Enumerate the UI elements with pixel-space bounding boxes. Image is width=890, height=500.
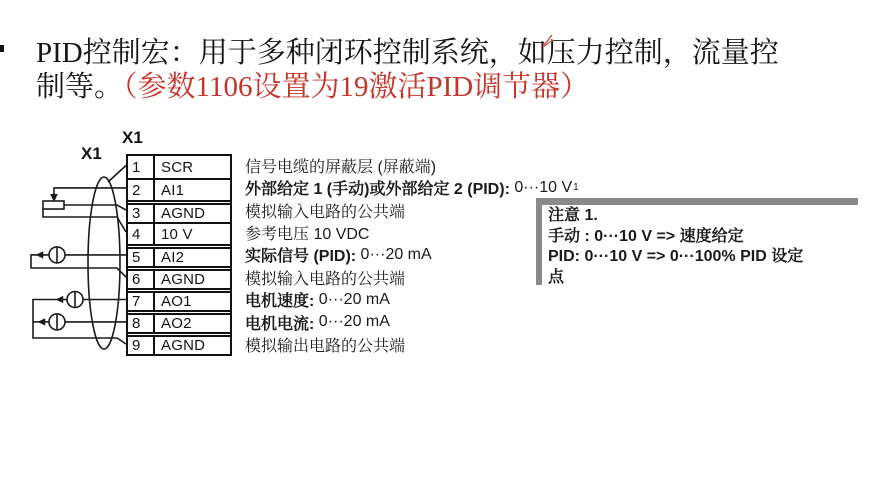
title-line2-black: 制等。 — [36, 70, 124, 103]
desc-text: 0···20 mA — [356, 245, 432, 263]
desc-text: 0···20 mA — [314, 313, 390, 331]
terminal-name: AGND — [161, 205, 206, 222]
desc-bold: 外部给定 1 (手动)或外部给定 2 (PID): — [245, 181, 510, 199]
terminal-row — [128, 244, 230, 266]
ai2-arrow-icon — [36, 252, 43, 259]
desc-bold: 电机电流: — [245, 315, 315, 333]
note-left-bar — [536, 198, 542, 285]
desc-text: 模拟输入电路的公共端 — [245, 203, 406, 221]
terminal-desc: 外部给定 1 (手动)或外部给定 2 (PID): 0···10 V 1 — [245, 176, 645, 198]
terminal-name: SCR — [161, 158, 194, 176]
tenv-wire — [43, 208, 126, 232]
ao2-arrow-icon — [38, 319, 45, 326]
terminal-row — [128, 178, 230, 200]
desc-text: 信号电缆的屏蔽层 (屏蔽端) — [245, 158, 437, 176]
terminal-number: 4 — [128, 224, 155, 244]
note-line2: 手动 : 0···10 V => 速度给定 — [548, 227, 744, 245]
terminal-desc — [245, 154, 645, 176]
terminal-number: 7 — [128, 293, 155, 310]
note-top-bar — [536, 198, 858, 205]
terminal-row — [128, 200, 230, 222]
terminal-name: AGND — [161, 271, 206, 288]
terminal-number: 9 — [128, 337, 155, 354]
cable-label-x1: X1 — [81, 144, 102, 163]
desc-bold: 电机速度: — [245, 293, 315, 311]
title-line2-red: （参数1106设置为19激活PID调节器） — [123, 70, 590, 103]
note-line3: PID: 0···10 V => 0···100% PID 设定 — [548, 248, 804, 266]
title-line2 — [36, 71, 866, 105]
desc-bold: 实际信号 (PID): — [245, 248, 357, 266]
terminal-desc — [245, 289, 645, 311]
title-line1: PID控制宏：用于多种闭环控制系统，如压力控制，流量控 — [36, 37, 779, 69]
terminal-desc — [245, 311, 645, 333]
edge-artifact-dot — [0, 45, 4, 52]
terminal-name: AO1 — [161, 293, 192, 310]
desc-text: 模拟输出电路的公共端 — [245, 338, 406, 356]
terminal-block-label-x1: X1 — [122, 128, 143, 147]
terminal-row — [128, 332, 230, 354]
note-line1: 注意 1. — [548, 207, 598, 224]
desc-text: 0···20 mA — [314, 290, 390, 308]
desc-text: 模拟输入电路的公共端 — [245, 270, 406, 288]
terminal-number: 5 — [128, 249, 155, 266]
terminal-name: AI1 — [161, 181, 185, 199]
desc-text: 参考电压 10 VDC — [245, 226, 370, 244]
terminal-number: 8 — [128, 315, 155, 332]
wiper-arrow-icon — [51, 195, 57, 202]
terminal-row — [128, 310, 230, 332]
note-box — [548, 206, 868, 288]
potentiometer-symbol — [43, 201, 64, 209]
terminal-row — [128, 222, 230, 244]
terminal-row — [128, 288, 230, 310]
terminal-number: 6 — [128, 271, 155, 288]
desc-text: 0···10 V — [509, 178, 573, 196]
terminal-desc — [245, 334, 645, 356]
terminal-name: AI2 — [161, 249, 185, 266]
terminal-name: AO2 — [161, 315, 192, 332]
terminal-name: 10 V — [161, 225, 193, 243]
note-line4: 点 — [548, 268, 565, 286]
terminal-table — [126, 154, 232, 356]
terminal-number: 2 — [128, 180, 155, 200]
terminal-number: 1 — [128, 156, 155, 178]
terminal-name: AGND — [161, 337, 206, 354]
ai2-return-wire — [31, 255, 126, 277]
terminal-row — [128, 266, 230, 288]
ai1-wire — [54, 188, 126, 195]
pen-annotation-icon — [538, 33, 558, 53]
page-title — [36, 37, 866, 104]
cable-shield-ellipse — [88, 177, 120, 349]
shield-wire — [108, 166, 126, 183]
ao1-arrow-icon — [56, 296, 63, 303]
terminal-number: 3 — [128, 205, 155, 222]
terminal-row — [128, 156, 230, 178]
